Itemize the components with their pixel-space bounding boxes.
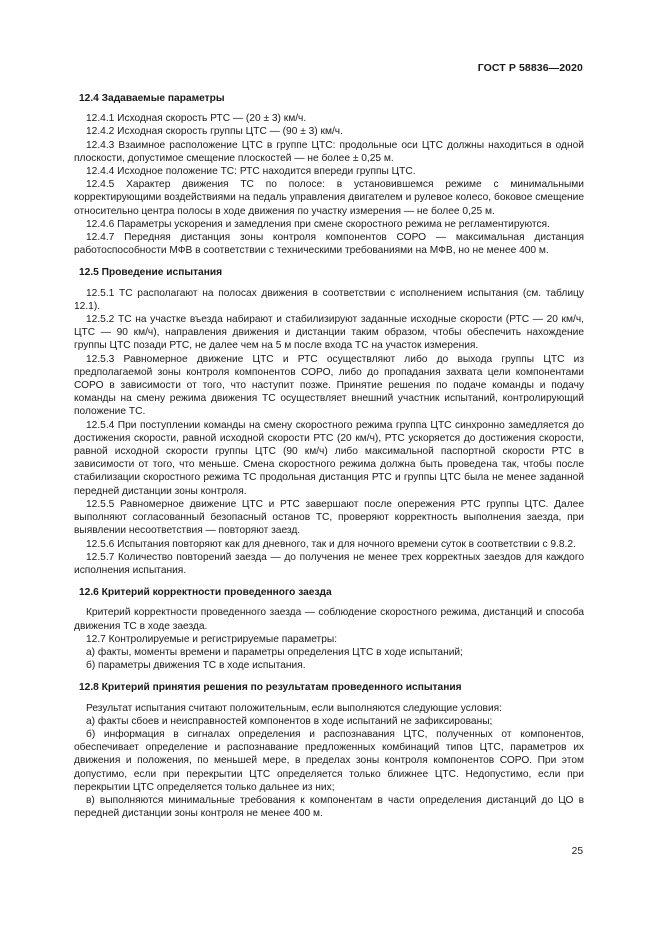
- paragraph: Результат испытания считают положительным, если выполняются следующие условия:: [86, 702, 502, 714]
- paragraph: 12.5.3 Равномерное движение ЦТС и РТС осуществляют либо до выхода группы ЦТС из предполагаемой зоны контроля компонентов СОРО, либо до пропадания захвата цели компонентами СОРО в зависимости от того, что наступит позже. Принятие решения по подаче команды и подачу команды на смену режима движения ТС осуществляет внешний участник испытаний, контролирующий положение ТС.: [74, 353, 584, 418]
- paragraph: 12.4.2 Исходная скорость группы ЦТС — (90 ± 3) км/ч.: [86, 126, 343, 138]
- paragraph: 12.5.7 Количество повторений заезда — до получения не менее трех корректных заездов для каждого исполнения испытания.: [74, 551, 584, 576]
- paragraph: б) параметры движения ТС в ходе испытания.: [86, 660, 306, 672]
- paragraph: 12.4.4 Исходное положение ТС: РТС находится впереди группы ЦТС.: [86, 166, 416, 178]
- section-heading: 12.5 Проведение испытания: [79, 267, 223, 279]
- paragraph: а) факты, моменты времени и параметры определения ЦТС в ходе испытаний;: [86, 646, 463, 658]
- document-header: ГОСТ Р 58836—2020: [477, 62, 583, 74]
- paragraph: 12.4.6 Параметры ускорения и замедления при смене скоростного режима не регламентируются.: [86, 218, 550, 230]
- paragraph: б) информация в сигналах определения и распознавания ЦТС, полученных от компонентов, обеспечивает определение и распознавание предложенных комбинаций типов ЦТС, параметров их движения и положения, по меньшей мере, в пределах зоны контроля компонентов СОРО. При этом допустимо, если при перекрытии ЦТС определяется только ближнее ЦТС. Недопустимо, если при перекрытии ЦТС определяется только дальнее из них;: [74, 728, 584, 793]
- section-heading: 12.4 Задаваемые параметры: [79, 93, 225, 104]
- document-body: [74, 92, 584, 820]
- paragraph: 12.4.3 Взаимное расположение ЦТС в группе ЦТС: продольные оси ЦТС должны находиться в одной плоскости, допустимое смещение плоскостей — не более ± 0,25 м.: [74, 139, 584, 164]
- paragraph: 12.5.5 Равномерное движение ЦТС и РТС завершают после опережения РТС группы ЦТС. Далее выполняют согласованный безопасный останов ТС, проверяют корректность выполнения заезда, при выявлении несоответствия — повторяют заезд.: [74, 498, 584, 537]
- paragraph: 12.4.7 Передняя дистанция зоны контроля компонентов СОРО — максимальная дистанция работоспособности МФВ в соответствии с техническими требованиями на МФВ, но не менее 400 м.: [74, 232, 584, 257]
- paragraph: 12.4.5 Характер движения ТС по полосе: в установившемся режиме с минимальными корректирующими воздействиями на педаль управления двигателем и рулевое колесо, боковое смещение относительно центра полосы в ходе движения по участку измерения — не более 0,25 м.: [74, 179, 584, 217]
- paragraph: 12.5.2 ТС на участке въезда набирают и стабилизируют заданные исходные скорости (РТС — 20 км/ч, ЦТС — 90 км/ч), направления движения и дистанции таким образом, чтобы обеспечить нахождение группы ЦТС позади РТС, не далее чем на 5 м после входа ТС на участок измерения.: [74, 314, 584, 352]
- section-heading: 12.6 Критерий корректности проведенного заезда: [79, 587, 332, 599]
- paragraph: 12.5.1 ТС располагают на полосах движения в соответствии с исполнением испытания (см. таблицу 12.1).: [74, 287, 584, 312]
- paragraph: в) выполняются минимальные требования к компонентам в части определения дистанций до ЦО в передней дистанции зоны контроля не менее 400 м.: [74, 794, 584, 820]
- paragraph: 12.5.4 При поступлении команды на смену скоростного режима группа ЦТС синхронно замедляется до достижения скорости, равной исходной скорости РТС (20 км/ч), РТС ускоряется до достижения скорости, равной исходной скорости группы ЦТС (90 км/ч) либо максимальной паспортной скорости РТС в зависимости от того, что меньше. Смена скоростного режима должна быть проведена так, чтобы после стабилизации скоростного режима ТС продольная дистанция РТС и группы ЦТС была не менее заданной передней дистанции зоны контроля.: [74, 419, 584, 497]
- section-heading: 12.8 Критерий принятия решения по результатам проведенного испытания: [79, 682, 462, 694]
- paragraph: а) факты сбоев и неисправностей компонентов в ходе испытаний не зафиксированы;: [86, 715, 493, 727]
- paragraph: 12.5.6 Испытания повторяют как для дневного, так и для ночного времени суток в соответствии с 9.8.2.: [86, 538, 576, 550]
- paragraph: Критерий корректности проведенного заезда — соблюдение скоростного режима, дистанций и способа движения ТС в ходе заезда.: [74, 607, 584, 632]
- page-number: 25: [571, 846, 583, 857]
- paragraph: 12.7 Контролируемые и регистрируемые параметры:: [86, 633, 338, 645]
- paragraph: 12.4.1 Исходная скорость РТС — (20 ± 3) км/ч.: [86, 113, 307, 125]
